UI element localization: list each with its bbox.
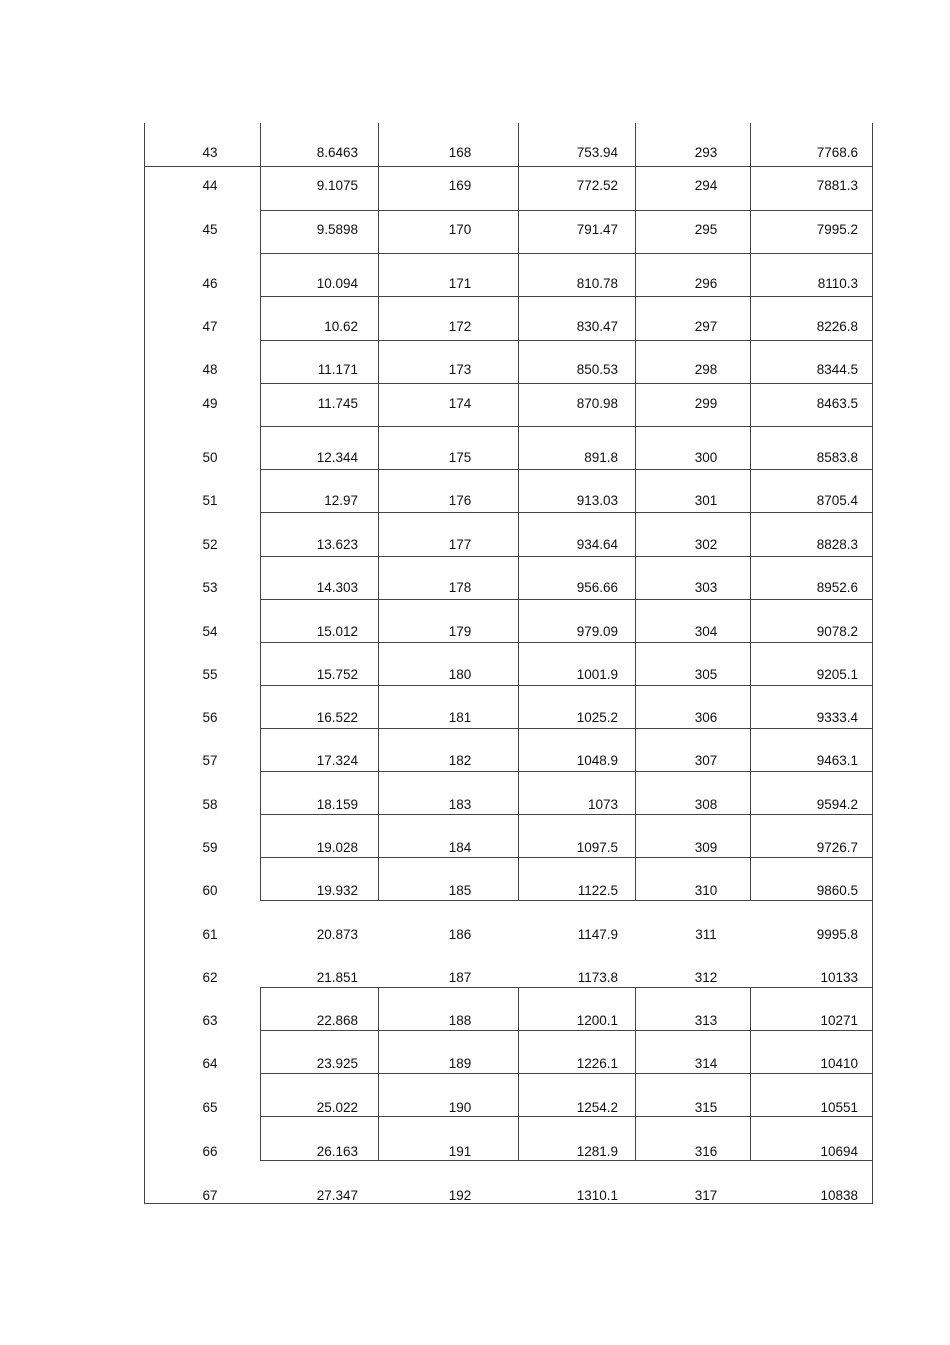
table-cell: 8463.5 — [816, 396, 858, 411]
table-cell: 62 — [202, 970, 218, 985]
table-cell: 21.851 — [316, 970, 358, 985]
table-cell: 1147.9 — [577, 927, 618, 942]
table-cell: 312 — [694, 970, 718, 985]
table-cell: 772.52 — [576, 178, 618, 193]
table-cell: 830.47 — [576, 319, 618, 334]
table-cell: 850.53 — [576, 362, 618, 377]
table-cell: 26.163 — [316, 1144, 358, 1159]
table-cell: 8226.8 — [816, 319, 858, 334]
table-cell: 296 — [694, 276, 718, 291]
table-grid-line — [260, 1116, 873, 1117]
table-cell: 10551 — [820, 1100, 858, 1115]
table-cell: 58 — [202, 797, 218, 812]
table-grid-line — [872, 123, 873, 1204]
table-cell: 913.03 — [576, 493, 618, 508]
table-cell: 59 — [202, 840, 218, 855]
table-cell: 187 — [448, 970, 472, 985]
table-cell: 979.09 — [576, 624, 618, 639]
table-cell: 22.868 — [316, 1013, 358, 1028]
table-cell: 174 — [448, 396, 472, 411]
table-cell: 9333.4 — [816, 710, 858, 725]
table-cell: 178 — [448, 580, 472, 595]
table-grid-line — [260, 1073, 873, 1074]
table-cell: 185 — [448, 883, 472, 898]
table-cell: 1025.2 — [576, 710, 618, 725]
table-grid-line — [260, 987, 873, 988]
table-cell: 311 — [695, 927, 717, 942]
table-cell: 15.752 — [316, 667, 358, 682]
table-cell: 294 — [694, 178, 718, 193]
table-cell: 1226.1 — [576, 1056, 618, 1071]
table-cell: 8583.8 — [816, 450, 858, 465]
table-grid-line — [260, 383, 873, 384]
table-cell: 1200.1 — [576, 1013, 618, 1028]
table-grid-line — [260, 900, 873, 901]
table-cell: 183 — [448, 797, 472, 812]
table-cell: 65 — [202, 1100, 218, 1115]
table-cell: 1310.1 — [576, 1188, 618, 1203]
table-cell: 1122.5 — [577, 883, 618, 898]
table-grid-line — [260, 1160, 873, 1161]
table-cell: 191 — [448, 1144, 472, 1159]
table-cell: 63 — [202, 1013, 218, 1028]
table-cell: 1048.9 — [576, 753, 618, 768]
table-cell: 45 — [202, 222, 218, 237]
table-cell: 46 — [202, 276, 218, 291]
table-cell: 9078.2 — [816, 624, 858, 639]
table-cell: 61 — [202, 927, 218, 942]
table-cell: 8344.5 — [816, 362, 858, 377]
table-cell: 8952.6 — [816, 580, 858, 595]
table-cell: 8.6463 — [316, 145, 358, 160]
table-grid-line — [260, 728, 873, 729]
table-cell: 299 — [694, 396, 718, 411]
table-cell: 169 — [448, 178, 472, 193]
table-cell: 48 — [202, 362, 218, 377]
table-cell: 1254.2 — [576, 1100, 618, 1115]
table-grid-line — [260, 685, 873, 686]
table-grid-line — [260, 599, 873, 600]
table-cell: 870.98 — [576, 396, 618, 411]
table-grid-line — [260, 166, 873, 167]
table-cell: 188 — [448, 1013, 472, 1028]
table-cell: 9860.5 — [816, 883, 858, 898]
table-grid-line — [260, 340, 873, 341]
table-cell: 1281.9 — [576, 1144, 618, 1159]
table-cell: 25.022 — [316, 1100, 358, 1115]
table-cell: 54 — [202, 624, 218, 639]
table-cell: 56 — [202, 710, 218, 725]
table-cell: 9995.8 — [816, 927, 858, 942]
table-grid-line — [260, 253, 873, 254]
table-cell: 305 — [694, 667, 718, 682]
table-cell: 8705.4 — [816, 493, 858, 508]
table-cell: 301 — [694, 493, 718, 508]
table-cell: 1097.5 — [576, 840, 618, 855]
table-cell: 186 — [448, 927, 472, 942]
table-cell: 180 — [448, 667, 472, 682]
table-cell: 316 — [694, 1144, 718, 1159]
table-cell: 168 — [448, 145, 472, 160]
table-cell: 27.347 — [316, 1188, 358, 1203]
table-cell: 181 — [448, 710, 472, 725]
table-cell: 302 — [694, 537, 718, 552]
table-grid-line — [260, 296, 873, 297]
table-cell: 179 — [448, 624, 472, 639]
table-cell: 313 — [694, 1013, 718, 1028]
table-grid-line — [260, 556, 873, 557]
table-cell: 23.925 — [316, 1056, 358, 1071]
table-cell: 315 — [694, 1100, 718, 1115]
table-cell: 44 — [202, 178, 218, 193]
table-cell: 176 — [448, 493, 472, 508]
table-cell: 12.97 — [324, 493, 358, 508]
table-grid-line — [260, 857, 873, 858]
table-cell: 13.623 — [316, 537, 358, 552]
table-grid-line — [260, 1030, 873, 1031]
table-cell: 1001.9 — [576, 667, 618, 682]
table-grid-line — [260, 642, 873, 643]
table-cell: 9726.7 — [816, 840, 858, 855]
table-cell: 293 — [694, 145, 718, 160]
table-cell: 57 — [202, 753, 218, 768]
table-grid-line — [260, 469, 873, 470]
table-grid-line — [260, 426, 873, 427]
table-cell: 306 — [694, 710, 718, 725]
table-cell: 300 — [694, 450, 718, 465]
table-cell: 67 — [202, 1188, 218, 1203]
table-cell: 170 — [448, 222, 472, 237]
table-cell: 177 — [448, 537, 472, 552]
table-cell: 11.171 — [317, 362, 358, 377]
table-cell: 10838 — [820, 1188, 858, 1203]
table-cell: 9205.1 — [816, 667, 858, 682]
table-cell: 8828.3 — [816, 537, 858, 552]
table-cell: 10694 — [820, 1144, 858, 1159]
table-cell: 20.873 — [316, 927, 358, 942]
table-cell: 47 — [202, 319, 218, 334]
table-cell: 303 — [694, 580, 718, 595]
table-cell: 308 — [694, 797, 718, 812]
table-cell: 295 — [694, 222, 718, 237]
table-cell: 190 — [448, 1100, 472, 1115]
table-cell: 10.094 — [316, 276, 358, 291]
table-cell: 934.64 — [576, 537, 618, 552]
table-cell: 182 — [448, 753, 472, 768]
table-cell: 50 — [202, 450, 218, 465]
table-cell: 9594.2 — [816, 797, 858, 812]
table-cell: 791.47 — [576, 222, 618, 237]
table-cell: 753.94 — [576, 145, 618, 160]
table-cell: 314 — [694, 1056, 718, 1071]
table-cell: 10410 — [820, 1056, 858, 1071]
table-cell: 297 — [694, 319, 718, 334]
table-cell: 64 — [202, 1056, 218, 1071]
table-cell: 10.62 — [324, 319, 358, 334]
table-cell: 7881.3 — [816, 178, 858, 193]
table-cell: 55 — [202, 667, 218, 682]
table-grid-line — [260, 512, 873, 513]
table-cell: 173 — [448, 362, 472, 377]
table-cell: 14.303 — [316, 580, 358, 595]
table-cell: 956.66 — [576, 580, 618, 595]
table-cell: 304 — [694, 624, 718, 639]
table-cell: 310 — [694, 883, 718, 898]
table-cell: 298 — [694, 362, 718, 377]
table-cell: 171 — [448, 276, 472, 291]
table-cell: 9.1075 — [316, 178, 358, 193]
table-cell: 8110.3 — [817, 276, 858, 291]
table-cell: 810.78 — [576, 276, 618, 291]
table-cell: 7995.2 — [816, 222, 858, 237]
table-cell: 60 — [202, 883, 218, 898]
table-grid-line — [260, 814, 873, 815]
table-cell: 18.159 — [316, 797, 358, 812]
table-cell: 1173.8 — [577, 970, 618, 985]
table-cell: 52 — [202, 537, 218, 552]
table-cell: 11.745 — [317, 396, 358, 411]
table-grid-line — [260, 210, 873, 211]
table-cell: 16.522 — [316, 710, 358, 725]
table-cell: 19.028 — [316, 840, 358, 855]
table-cell: 17.324 — [316, 753, 358, 768]
table-cell: 12.344 — [316, 450, 358, 465]
table-cell: 175 — [448, 450, 472, 465]
table-grid-line — [144, 123, 145, 1203]
table-cell: 1073 — [587, 797, 618, 812]
table-cell: 19.932 — [316, 883, 358, 898]
table-cell: 49 — [202, 396, 218, 411]
table-grid-line — [260, 771, 873, 772]
table-cell: 10271 — [820, 1013, 858, 1028]
table-grid-line — [144, 166, 261, 167]
table-cell: 307 — [694, 753, 718, 768]
table-grid-line — [144, 1203, 873, 1204]
table-cell: 51 — [202, 493, 218, 508]
table-cell: 15.012 — [316, 624, 358, 639]
table-cell: 9463.1 — [816, 753, 858, 768]
table-cell: 192 — [448, 1188, 472, 1203]
table-cell: 184 — [448, 840, 472, 855]
table-cell: 309 — [694, 840, 718, 855]
table-cell: 172 — [448, 319, 472, 334]
table-cell: 10133 — [820, 970, 858, 985]
table-cell: 317 — [694, 1188, 718, 1203]
table-cell: 9.5898 — [316, 222, 358, 237]
table-cell: 66 — [202, 1144, 218, 1159]
table-cell: 7768.6 — [816, 145, 858, 160]
table-cell: 43 — [202, 145, 218, 160]
table-cell: 53 — [202, 580, 218, 595]
table-cell: 891.8 — [584, 450, 618, 465]
table-cell: 189 — [448, 1056, 472, 1071]
